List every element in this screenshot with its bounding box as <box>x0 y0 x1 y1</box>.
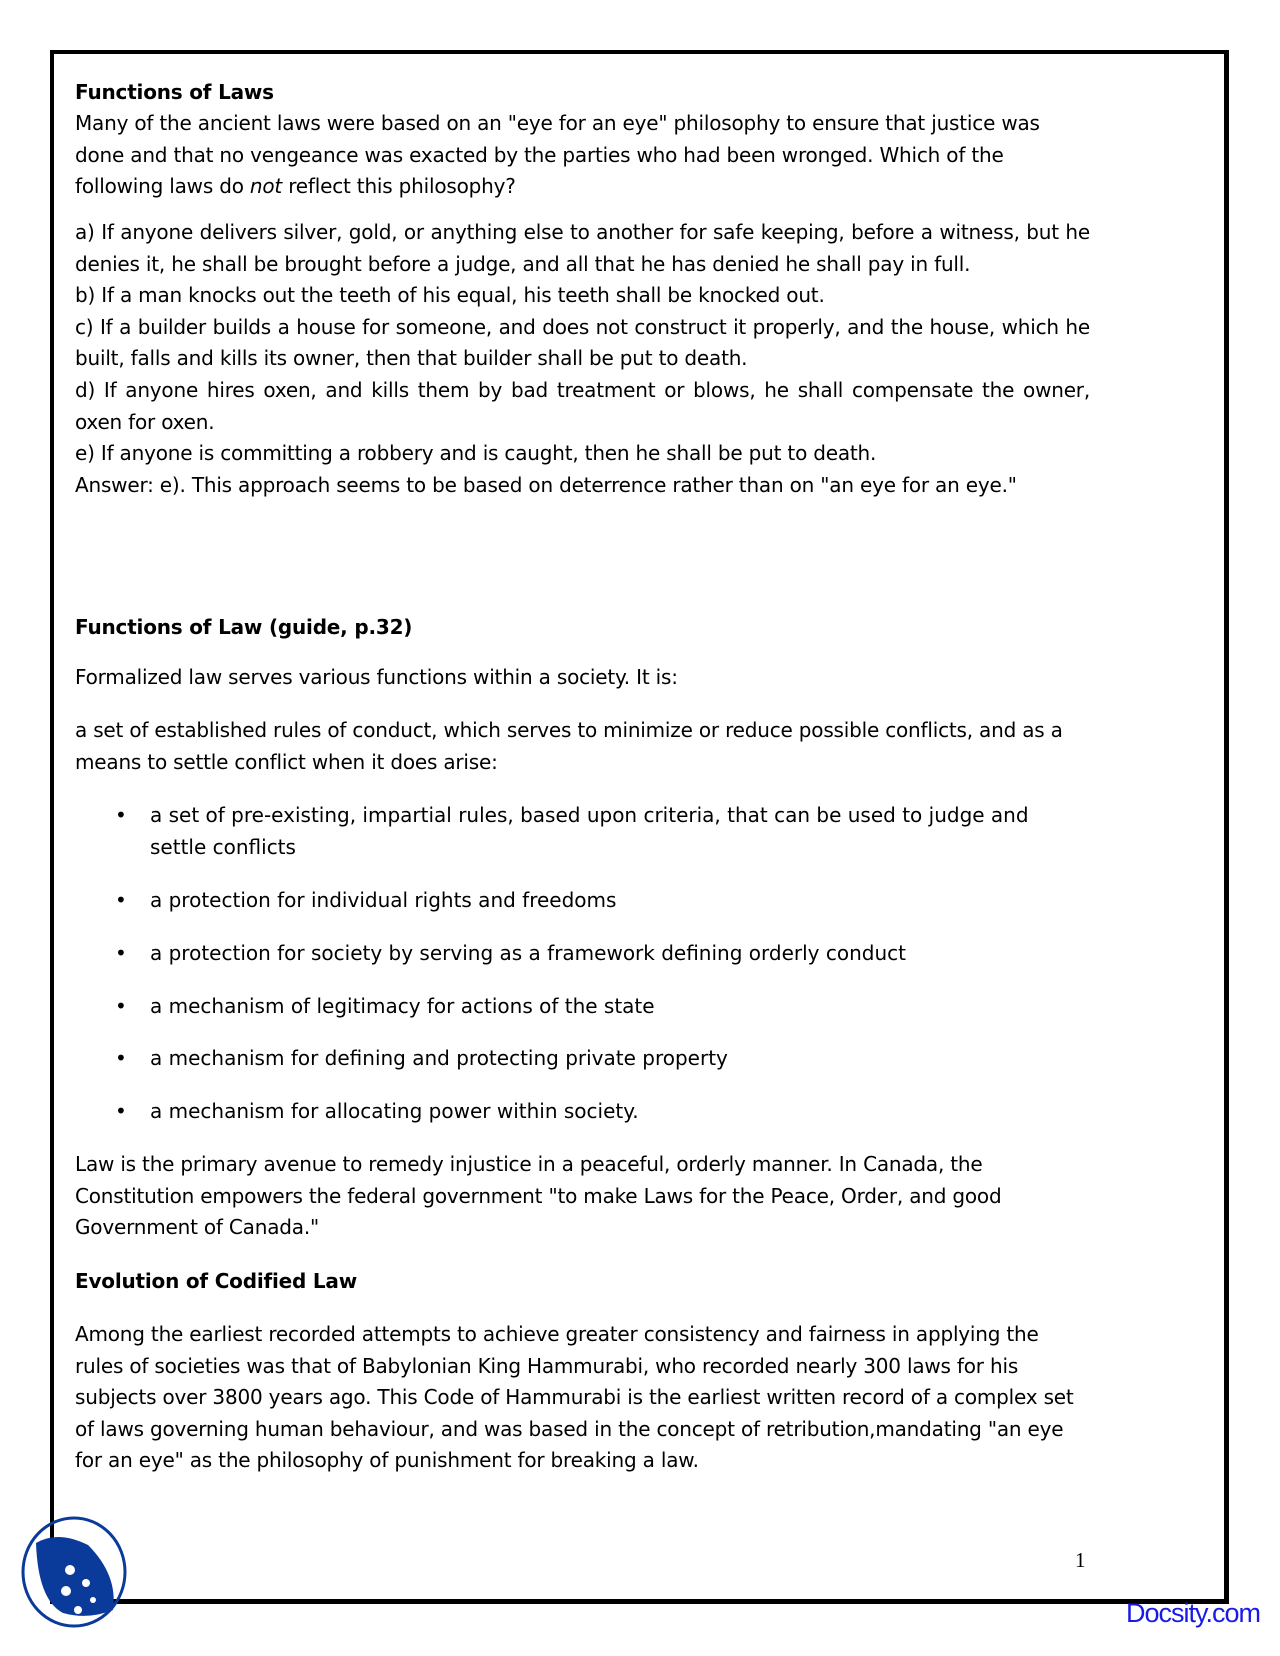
docsity-logo-icon <box>18 1515 133 1630</box>
bullet-icon: • <box>115 803 127 827</box>
paragraph-formalized: Formalized law serves various functions within a society. It is: <box>75 665 678 689</box>
bullet-text: a mechanism for allocating power within society. <box>150 1099 639 1123</box>
intro-text: Many of the ancient laws were based on an "eye for an eye" philosophy to ensure that justice was done and that no vengeance was exacted by the parties who had been wronged. Which of the following laws do <box>75 111 1040 199</box>
option-a: a) If anyone delivers silver, gold, or anything else to another for safe keeping, before a witness, but he denies it, he shall be brought before a judge, and all that he has denied he shall pay in full. <box>75 220 1090 276</box>
bullet-icon: • <box>115 994 127 1018</box>
heading-functions-of-laws: Functions of Laws <box>75 80 274 104</box>
bullet-icon: • <box>115 941 127 965</box>
bullet-icon: • <box>115 1099 127 1123</box>
bullet-item <box>115 885 1055 917</box>
bullet-icon: • <box>115 888 127 912</box>
paragraph-set-of-rules: a set of established rules of conduct, which serves to minimize or reduce possible conflicts, and as a means to settle conflict when it does arise: <box>75 718 1063 774</box>
intro-text-end: reflect this philosophy? <box>282 174 516 199</box>
page-number: 1 <box>1075 1548 1086 1572</box>
bullet-text: a mechanism of legitimacy for actions of the state <box>150 994 655 1018</box>
bullet-icon: • <box>115 1046 127 1070</box>
bullet-item <box>115 1096 1055 1128</box>
bullet-text: a protection for society by serving as a framework defining orderly conduct <box>150 941 906 965</box>
option-d: d) If anyone hires oxen, and kills them by bad treatment or blows, he shall compensate the owner, oxen for oxen. <box>75 377 1090 434</box>
bullet-item <box>115 938 1055 970</box>
options-list <box>75 217 1090 501</box>
bullet-text: a protection for individual rights and freedoms <box>150 888 617 912</box>
docsity-watermark[interactable]: Docsity.com <box>1125 1598 1260 1628</box>
paragraph-hammurabi: Among the earliest recorded attempts to achieve greater consistency and fairness in applying the rules of societies was that of Babylonian King Hammurabi, who recorded nearly 300 laws for his subjects over 3800 years ago. This Code of Hammurabi is the earliest written record of a complex set of laws governing human behaviour, and was based in the concept of retribution,mandating "an eye for an eye" as the philosophy of punishment for breaking a law. <box>75 1322 1074 1473</box>
option-c: c) If a builder builds a house for someone, and does not construct it properly, and the house, which he built, falls and kills its owner, then that builder shall be put to death. <box>75 314 1090 371</box>
bullet-text: a set of pre-existing, impartial rules, based upon criteria, that can be used to judge and settle conflicts <box>150 803 1029 859</box>
bullet-item <box>115 800 1055 863</box>
intro-paragraph <box>75 108 1090 203</box>
bullet-text: a mechanism for defining and protecting private property <box>150 1046 728 1070</box>
heading-functions-of-law-guide: Functions of Law (guide, p.32) <box>75 615 413 639</box>
paragraph-law-primary-avenue: Law is the primary avenue to remedy injustice in a peaceful, orderly manner. In Canada, the Constitution empowers the federal government "to make Laws for the Peace, Order, and good Government of Canada." <box>75 1152 1002 1240</box>
option-b: b) If a man knocks out the teeth of his equal, his teeth shall be knocked out. <box>75 283 825 308</box>
bullet-item <box>115 1043 1055 1075</box>
intro-emphasis: not <box>249 174 283 199</box>
option-e: e) If anyone is committing a robbery and is caught, then he shall be put to death. <box>75 441 877 466</box>
bullet-item <box>115 991 1055 1023</box>
answer: Answer: e). This approach seems to be based on deterrence rather than on "an eye for an eye." <box>75 472 1017 497</box>
heading-evolution-codified-law: Evolution of Codified Law <box>75 1269 358 1293</box>
